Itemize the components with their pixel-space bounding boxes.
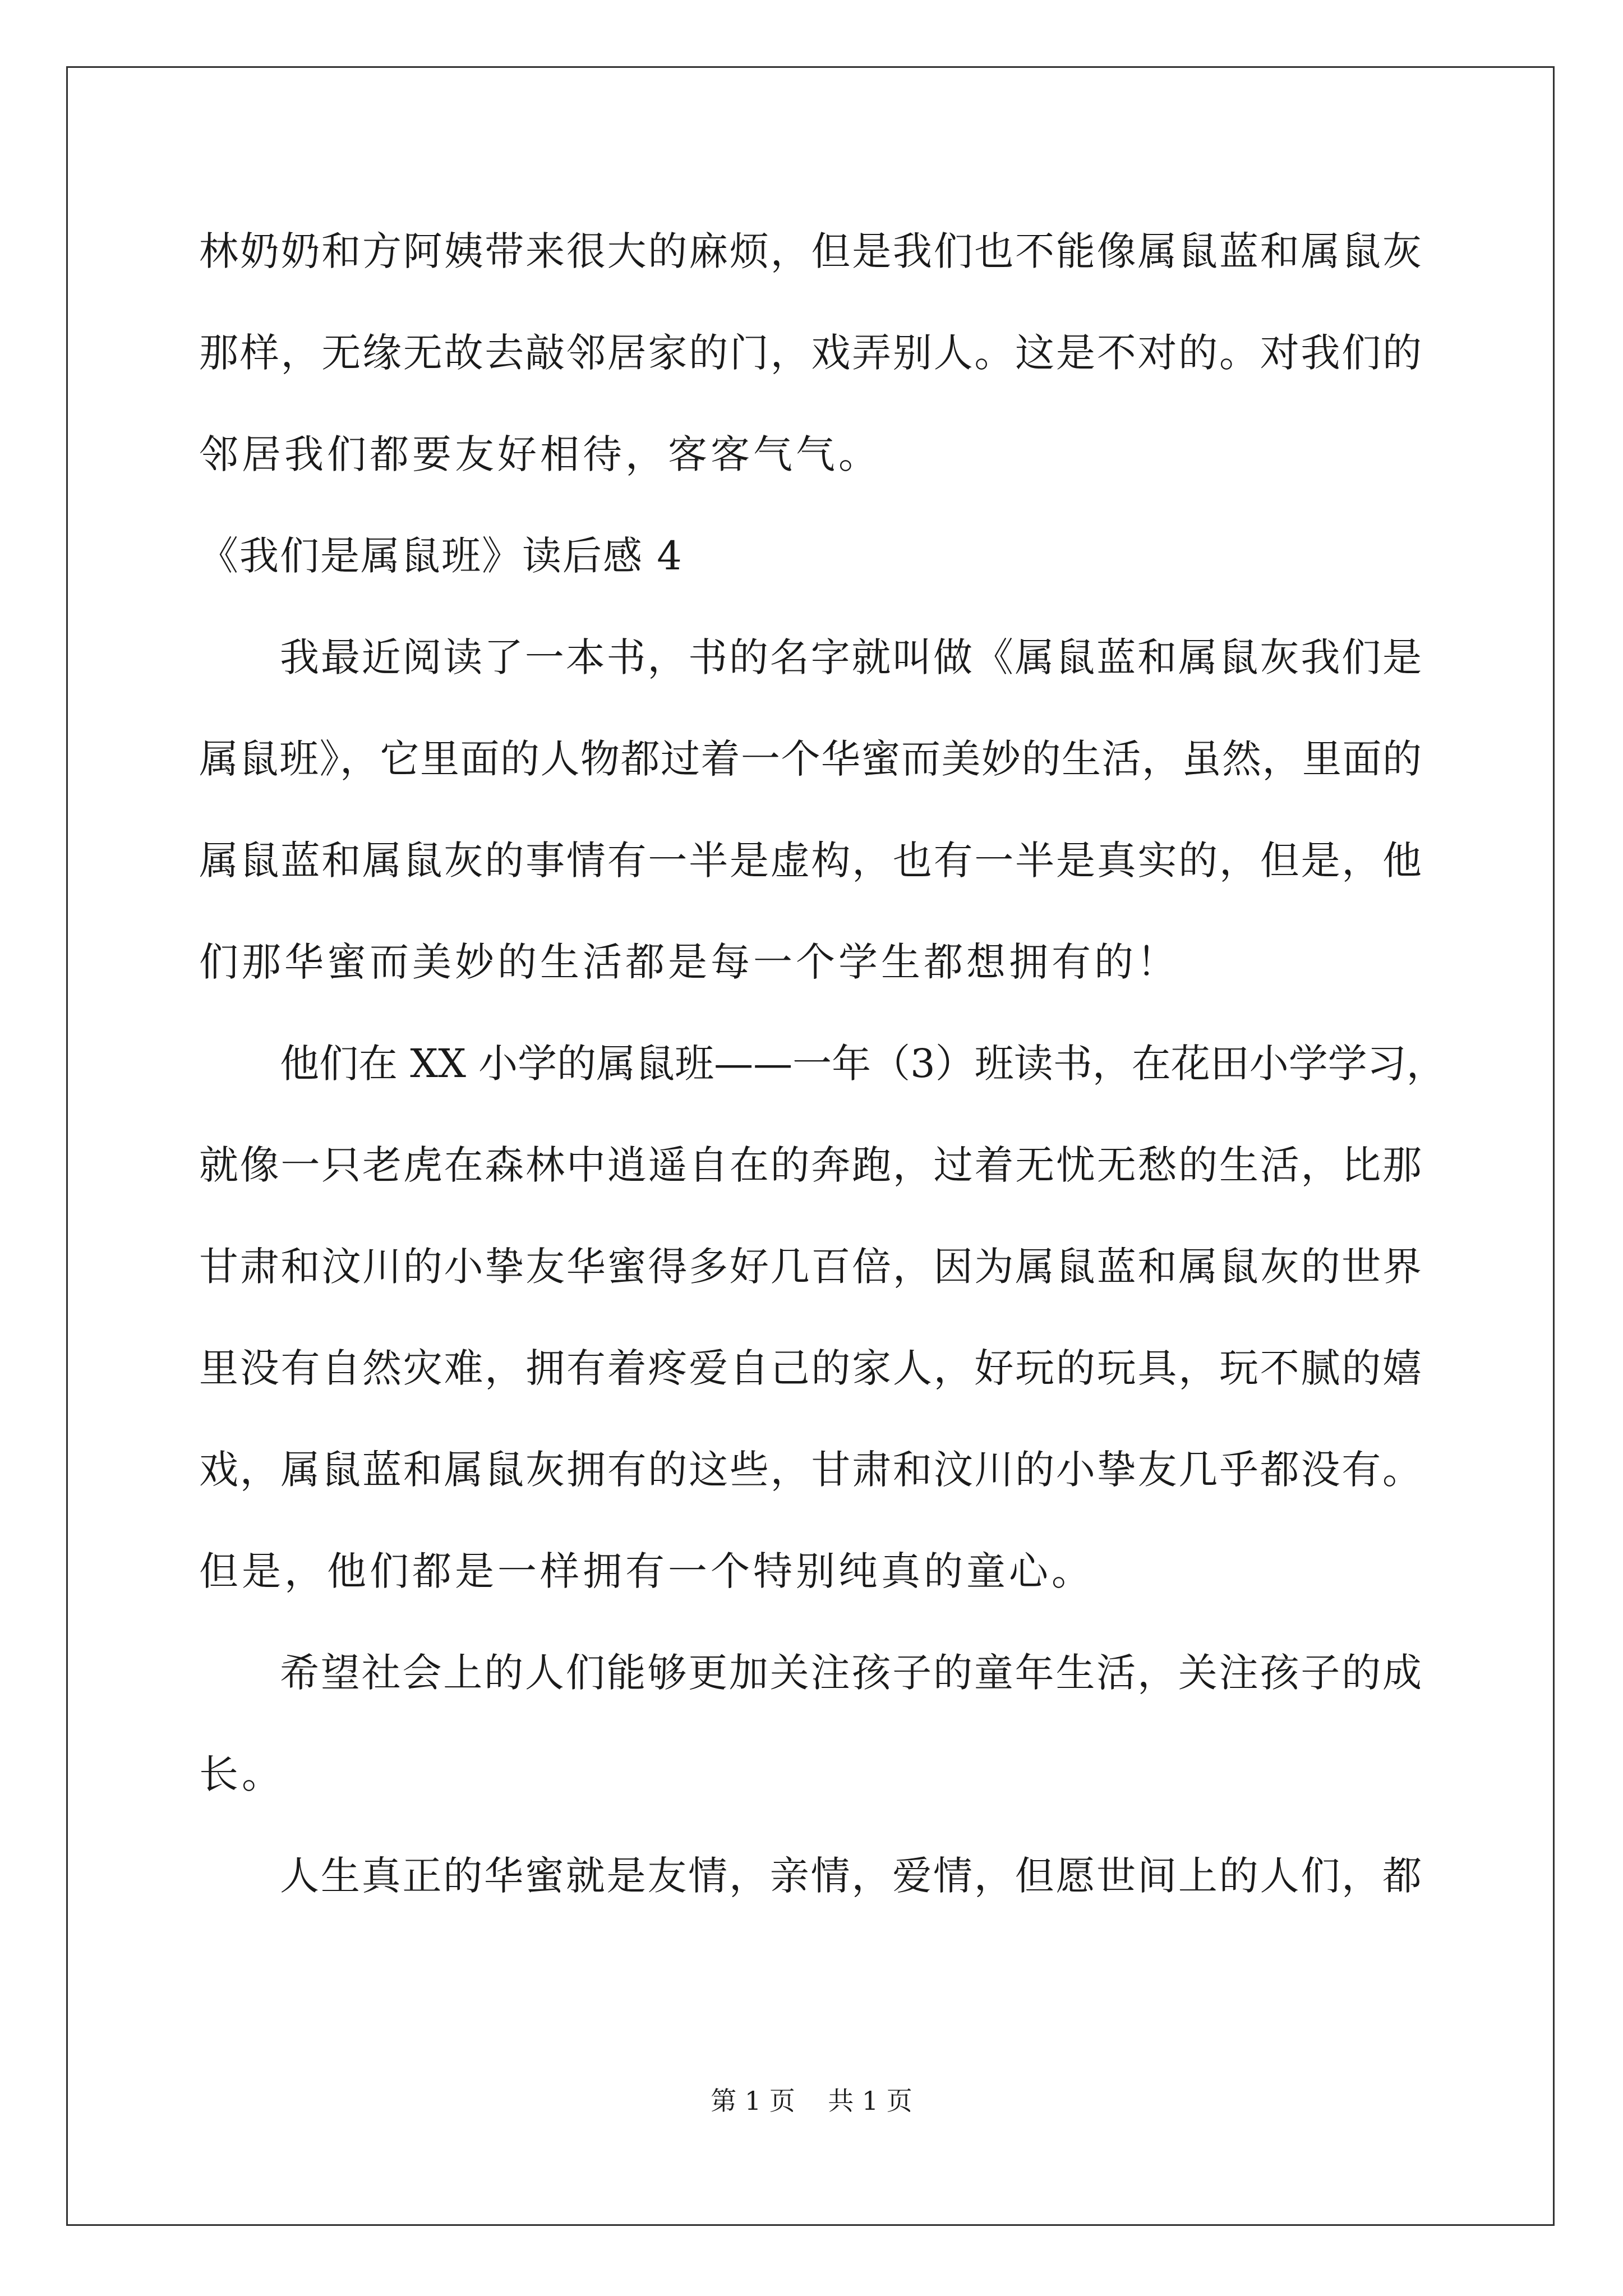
text-line: 甘肃和汶川的小挚友华蜜得多好几百倍，因为属鼠蓝和属鼠灰的世界 [199,1244,1422,1290]
text-line: 们那华蜜而美妙的生活都是每一个学生都想拥有的！ [199,939,1179,985]
text-line: 属鼠蓝和属鼠灰的事情有一半是虚构，也有一半是真实的，但是，他 [199,838,1422,884]
text-line: 林奶奶和方阿姨带来很大的麻烦，但是我们也不能像属鼠蓝和属鼠灰 [199,228,1422,274]
text-line: 但是，他们都是一样拥有一个特别纯真的童心。 [199,1548,1094,1594]
section-heading: 《我们是属鼠班》读后感 4 [199,533,683,579]
text-line: 希望社会上的人们能够更加关注孩子的童年生活，关注孩子的成 [280,1650,1422,1696]
text-line: 戏，属鼠蓝和属鼠灰拥有的这些，甘肃和汶川的小挚友几乎都没有。 [199,1447,1422,1493]
text-line: 属鼠班》，它里面的人物都过着一个华蜜而美妙的生活，虽然，里面的 [199,736,1422,782]
text-line: 他们在 XX 小学的属鼠班——一年（3）班读书，在花田小学学习， [280,1041,1446,1087]
text-line: 邻居我们都要友好相待，客客气气。 [199,431,881,477]
text-line: 人生真正的华蜜就是友情，亲情，爱情，但愿世间上的人们，都 [280,1853,1422,1899]
text-line: 那样，无缘无故去敲邻居家的门，戏弄别人。这是不对的。对我们的 [199,330,1422,376]
text-line: 我最近阅读了一本书，书的名字就叫做《属鼠蓝和属鼠灰我们是 [280,634,1422,680]
page-number-footer: 第 1 页 共 1 页 [711,2086,912,2116]
text-line: 里没有自然灾难，拥有着疼爱自己的家人，好玩的玩具，玩不腻的嬉 [199,1345,1422,1391]
text-line: 长。 [199,1751,284,1797]
text-line: 就像一只老虎在森林中逍遥自在的奔跑，过着无忧无愁的生活，比那 [199,1142,1422,1188]
